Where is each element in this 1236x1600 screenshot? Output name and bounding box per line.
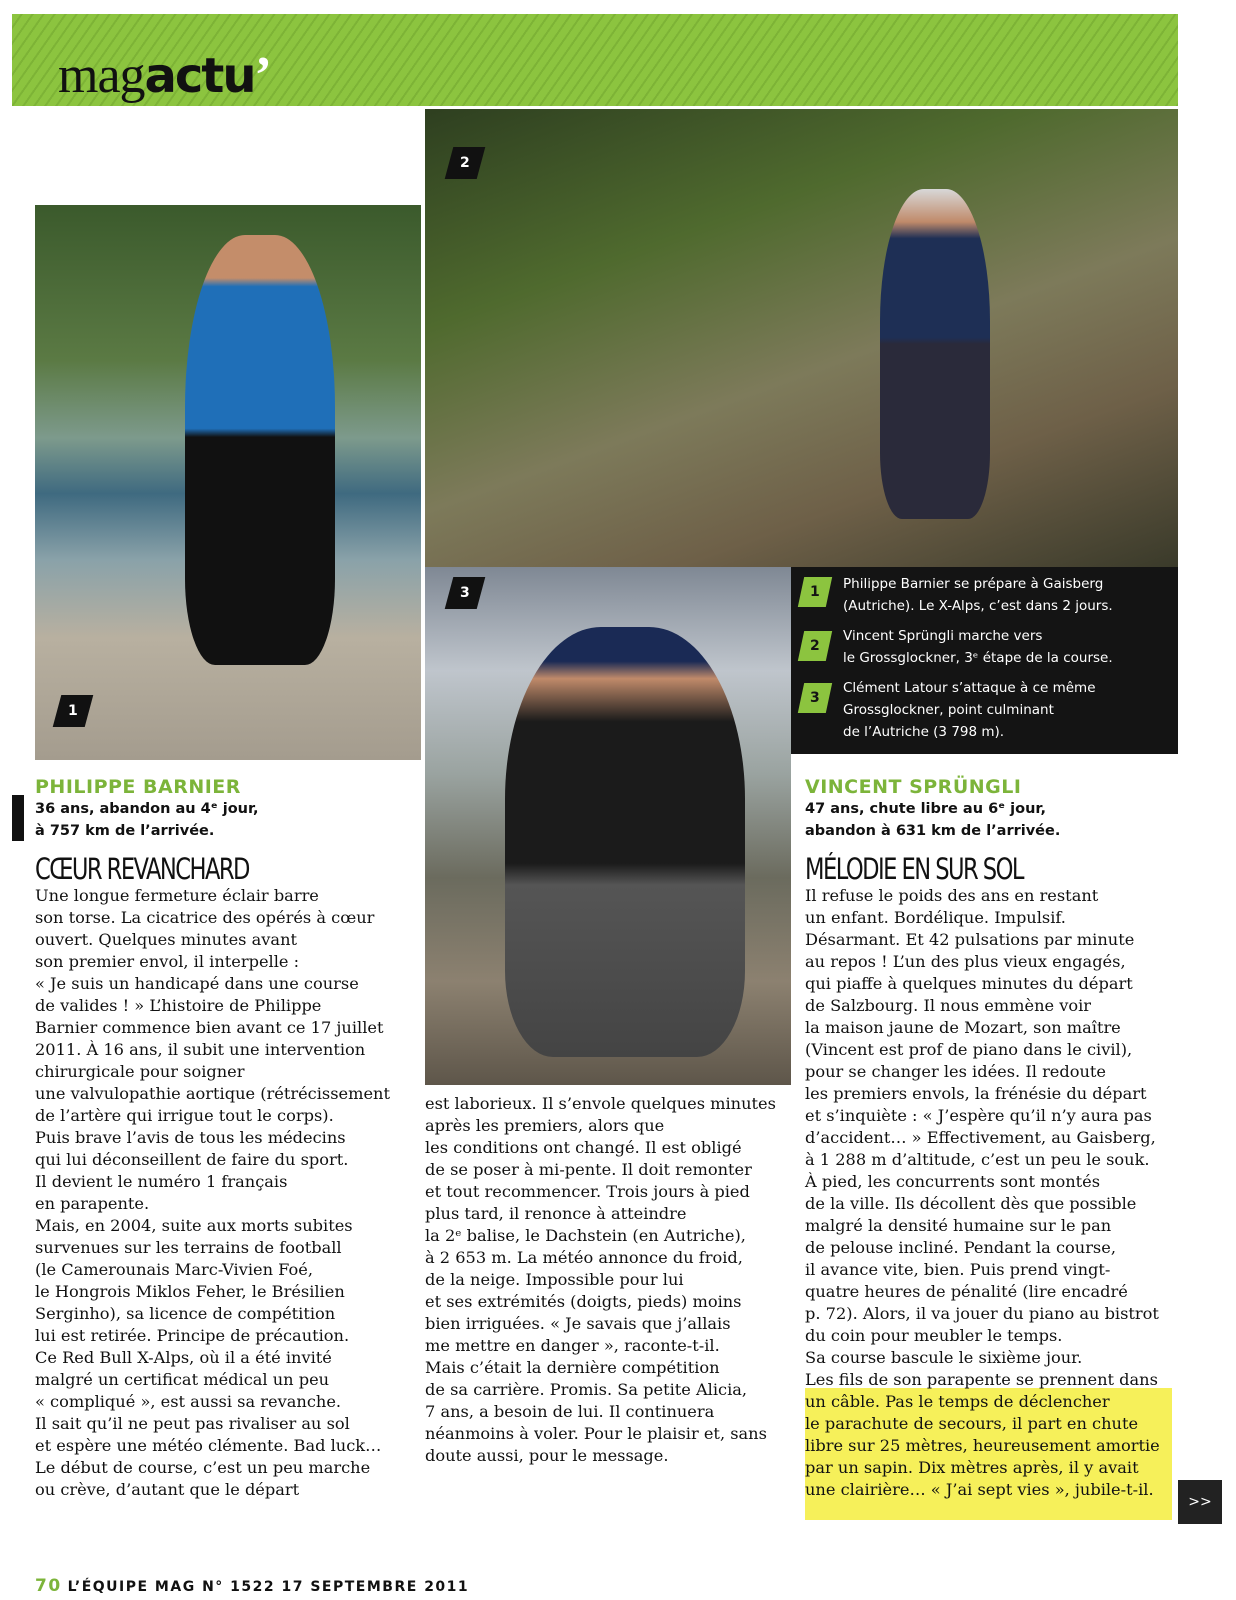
runner-figure [185, 235, 335, 665]
article-2-title: MÉLODIE EN SUR SOL [805, 852, 1023, 886]
body-line: Une longue fermeture éclair barre [35, 886, 319, 905]
page-number: 70 [35, 1576, 62, 1596]
photo-badge [53, 695, 94, 727]
body-line: ou crève, d’autant que le départ [35, 1480, 300, 1499]
caption-line: le Grossglockner, 3ᵉ étape de la course. [843, 650, 1113, 666]
photo-clement-latour [425, 567, 791, 1085]
caption-line: Philippe Barnier se prépare à Gaisberg [843, 576, 1104, 592]
body-line: (Vincent est prof de piano dans le civil), [805, 1040, 1133, 1059]
body-line: un enfant. Bordélique. Impulsif. [805, 908, 1066, 927]
body-line: une valvulopathie aortique (rétrécissement [35, 1084, 390, 1103]
body-line: de Salzbourg. Il nous emmène voir [805, 996, 1092, 1015]
body-line: Puis brave l’avis de tous les médecins [35, 1128, 346, 1147]
body-line: À pied, les concurrents sont montés [805, 1172, 1101, 1191]
body-line: du coin pour meubler le temps. [805, 1326, 1063, 1345]
header-title-bold: actu [144, 48, 255, 104]
body-line: libre sur 25 mètres, heureusement amortie [805, 1436, 1160, 1455]
body-line: Le début de course, c’est un peu marche [35, 1458, 371, 1477]
photo-vincent-sprungli [425, 109, 1178, 567]
caption-line: (Autriche). Le X-Alps, c’est dans 2 jours. [843, 598, 1113, 614]
photo-philippe-barnier [35, 205, 421, 760]
body-line: Il refuse le poids des ans en restant [805, 886, 1099, 905]
body-line: chirurgicale pour soigner [35, 1062, 245, 1081]
body-line: Les fils de son parapente se prennent dans [805, 1370, 1158, 1389]
hiker-figure [880, 189, 990, 519]
body-line: malgré la densité humaine sur le pan [805, 1216, 1112, 1235]
photo-captions-box [791, 567, 1178, 754]
body-line: et ses extrémités (doigts, pieds) moins [425, 1292, 742, 1311]
body-line: à 2 653 m. La météo annonce du froid, [425, 1248, 743, 1267]
body-line: le Hongrois Miklos Feher, le Brésilien [35, 1282, 345, 1301]
body-line: Désarmant. Et 42 pulsations par minute [805, 930, 1135, 949]
body-line: de se poser à mi-pente. Il doit remonter [425, 1160, 752, 1179]
body-line: p. 72). Alors, il va jouer du piano au bistrot [805, 1304, 1159, 1323]
caption-1 [843, 573, 1113, 617]
body-column-1 [35, 885, 390, 1501]
subtitle-line: 36 ans, abandon au 4ᵉ jour, [35, 801, 259, 817]
body-line: au repos ! L’un des plus vieux engagés, [805, 952, 1126, 971]
body-line: et tout recommencer. Trois jours à pied [425, 1182, 750, 1201]
body-column-3 [805, 885, 1160, 1501]
body-line: qui piaffe à quelques minutes du départ [805, 974, 1133, 993]
article-2-subtitle [805, 798, 1060, 842]
body-line: un câble. Pas le temps de déclencher [805, 1392, 1110, 1411]
article-marker [12, 795, 24, 841]
article-1-subtitle [35, 798, 259, 842]
body-line: il avance vite, bien. Puis prend vingt- [805, 1260, 1111, 1279]
caption-badge [798, 631, 832, 661]
body-line: à 1 288 m d’altitude, c’est un peu le souk. [805, 1150, 1150, 1169]
body-line: son torse. La cicatrice des opérés à cœur [35, 908, 375, 927]
body-line: de valides ! » L’histoire de Philippe [35, 996, 322, 1015]
section-header-banner [12, 14, 1178, 106]
body-column-2 [425, 1093, 776, 1467]
section-header-title [58, 47, 271, 104]
body-line: les premiers envols, la frénésie du départ [805, 1084, 1147, 1103]
body-line: la maison jaune de Mozart, son maître [805, 1018, 1121, 1037]
subtitle-line: 47 ans, chute libre au 6ᵉ jour, [805, 801, 1046, 817]
photo-badge [445, 147, 486, 179]
body-line: Barnier commence bien avant ce 17 juillet [35, 1018, 384, 1037]
body-line: Il devient le numéro 1 français [35, 1172, 288, 1191]
body-line: et espère une météo clémente. Bad luck… [35, 1436, 382, 1455]
body-line: me mettre en danger », raconte-t-il. [425, 1336, 720, 1355]
body-line: les conditions ont changé. Il est obligé [425, 1138, 742, 1157]
body-line: Serginho), sa licence de compétition [35, 1304, 336, 1323]
body-line: (le Camerounais Marc-Vivien Foé, [35, 1260, 313, 1279]
body-line: de sa carrière. Promis. Sa petite Alicia, [425, 1380, 748, 1399]
body-line: après les premiers, alors que [425, 1116, 665, 1135]
body-line: Mais, en 2004, suite aux morts subites [35, 1216, 353, 1235]
body-line: Sa course bascule le sixième jour. [805, 1348, 1083, 1367]
body-line: est laborieux. Il s’envole quelques minutes [425, 1094, 776, 1113]
body-line: quatre heures de pénalité (lire encadré [805, 1282, 1128, 1301]
body-line: son premier envol, il interpelle : [35, 952, 300, 971]
body-line: par un sapin. Dix mètres après, il y avait [805, 1458, 1139, 1477]
photo-badge-number: 2 [460, 155, 470, 171]
body-line: et s’inquiète : « J’espère qu’il n’y aura pas [805, 1106, 1152, 1125]
body-line: Ce Red Bull X-Alps, où il a été invité [35, 1348, 332, 1367]
body-line: Mais c’était la dernière compétition [425, 1358, 720, 1377]
body-line: plus tard, il renonce à atteindre [425, 1204, 687, 1223]
photo-badge-number: 3 [460, 585, 470, 601]
body-line: doute aussi, pour le message. [425, 1446, 669, 1465]
body-line: néanmoins à voler. Pour le plaisir et, sans [425, 1424, 767, 1443]
page-footer [35, 1576, 469, 1596]
caption-badge [798, 577, 832, 607]
body-line: d’accident… » Effectivement, au Gaisberg, [805, 1128, 1156, 1147]
body-line: ouvert. Quelques minutes avant [35, 930, 297, 949]
body-line: le parachute de secours, il part en chute [805, 1414, 1139, 1433]
caption-line: de l’Autriche (3 798 m). [843, 724, 1005, 740]
caption-number: 2 [810, 638, 820, 654]
caption-number: 1 [810, 584, 820, 600]
article-2-name: VINCENT SPRÜNGLI [805, 776, 1022, 798]
caption-3 [843, 677, 1096, 743]
header-title-light: mag [58, 47, 145, 104]
body-line: la 2ᵉ balise, le Dachstein (en Autriche), [425, 1226, 746, 1245]
body-line: une clairière… « J’ai sept vies », jubile-t-il. [805, 1480, 1154, 1499]
body-line: « Je suis un handicapé dans une course [35, 974, 359, 993]
header-title-quote: ’ [254, 47, 271, 104]
body-line: bien irriguées. « Je savais que j’allais [425, 1314, 731, 1333]
body-line: de la neige. Impossible pour lui [425, 1270, 684, 1289]
body-line: survenues sur les terrains de football [35, 1238, 342, 1257]
photo-badge-number: 1 [68, 703, 78, 719]
body-line: de la ville. Ils décollent dès que possible [805, 1194, 1137, 1213]
article-1-name: PHILIPPE BARNIER [35, 776, 241, 798]
body-line: « compliqué », est aussi sa revanche. [35, 1392, 342, 1411]
caption-line: Vincent Sprüngli marche vers [843, 628, 1043, 644]
subtitle-line: à 757 km de l’arrivée. [35, 823, 215, 839]
continue-arrow-icon[interactable]: >> [1178, 1480, 1222, 1524]
body-line: 7 ans, a besoin de lui. Il continuera [425, 1402, 715, 1421]
body-line: de pelouse incliné. Pendant la course, [805, 1238, 1116, 1257]
body-line: malgré un certificat médical un peu [35, 1370, 330, 1389]
article-1-title: CŒUR REVANCHARD [35, 852, 249, 886]
body-line: qui lui déconseillent de faire du sport. [35, 1150, 349, 1169]
body-line: en parapente. [35, 1194, 150, 1213]
body-line: 2011. À 16 ans, il subit une intervention [35, 1040, 366, 1059]
caption-line: Clément Latour s’attaque à ce même [843, 680, 1096, 696]
caption-line: Grossglockner, point culminant [843, 702, 1054, 718]
body-line: pour se changer les idées. Il redoute [805, 1062, 1107, 1081]
climber-figure [505, 627, 745, 1057]
subtitle-line: abandon à 631 km de l’arrivée. [805, 823, 1061, 839]
caption-badge [798, 683, 832, 713]
photo-badge [445, 577, 486, 609]
body-line: lui est retirée. Principe de précaution. [35, 1326, 350, 1345]
body-line: de l’artère qui irrigue tout le corps). [35, 1106, 334, 1125]
body-line: Il sait qu’il ne peut pas rivaliser au sol [35, 1414, 350, 1433]
footer-publication: L’ÉQUIPE MAG N° 1522 17 SEPTEMBRE 2011 [67, 1579, 470, 1595]
caption-number: 3 [810, 690, 820, 706]
caption-2 [843, 625, 1113, 669]
